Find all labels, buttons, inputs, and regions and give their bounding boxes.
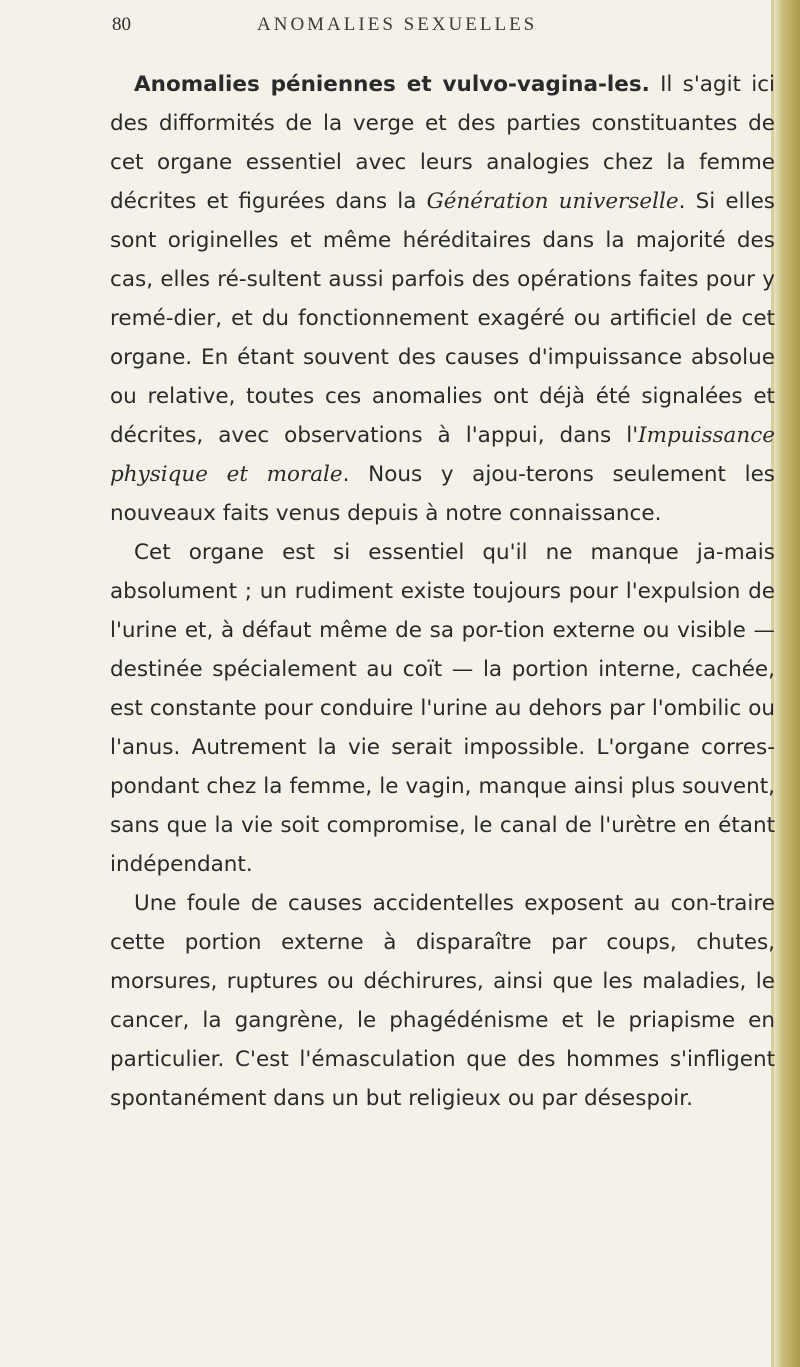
page-gutter <box>774 0 800 1367</box>
book-title-impuissance: Impuissance physique et morale <box>110 423 775 487</box>
running-head: ANOMALIES SEXUELLES <box>257 14 538 35</box>
paragraph-1-text-b: . Si elles sont originelles et même héréditaires dans la majorité des cas, elles ré-sultent aussi parfois des opérations faites pour y remé-dier, et du fonctionnement exagéré ou artificiel de cet organe. En étant souvent des causes d'impuissance absolue ou relative, toutes ces anomalies ont déjà été signalées et décrites, avec observations à l'appui, dans l' <box>110 189 775 448</box>
paragraph-2: Cet organe est si essentiel qu'il ne manque ja-mais absolument ; un rudiment existe toujours pour l'expulsion de l'urine et, à défaut même de sa por-tion externe ou visible — destinée spécialement au coït — la portion interne, cachée, est constante pour conduire l'urine au dehors par l'ombilic ou l'anus. Autrement la vie serait impossible. L'organe corres-pondant chez la femme, le vagin, manque ainsi plus souvent, sans que la vie soit compromise, le canal de l'urètre en étant indépendant. <box>110 540 775 877</box>
page-number: 80 <box>112 14 131 35</box>
section-heading: Anomalies péniennes et vulvo-vagina-les. <box>134 72 650 97</box>
paragraph-1 <box>110 65 775 533</box>
book-title-generation: Génération universelle <box>426 189 679 214</box>
page-header <box>112 12 772 42</box>
paragraph-1-text-a: Il s'agit ici des difformités de la verge et des parties constituantes de cet organe essentiel avec leurs analogies chez la femme décrites et figurées dans la <box>110 72 775 214</box>
paragraph-3: Une foule de causes accidentelles exposent au con-traire cette portion externe à disparaître par coups, chutes, morsures, ruptures ou déchirures, ainsi que les maladies, le cancer, la gangrène, le phagédénisme et le priapisme en particulier. C'est l'émasculation que des hommes s'infligent spontanément dans un but religieux ou par désespoir. <box>110 891 775 1111</box>
body-text <box>110 65 775 1118</box>
paragraph-1-text-c: . Nous y ajou-terons seulement les nouveaux faits venus depuis à notre connaissance. <box>110 462 776 526</box>
